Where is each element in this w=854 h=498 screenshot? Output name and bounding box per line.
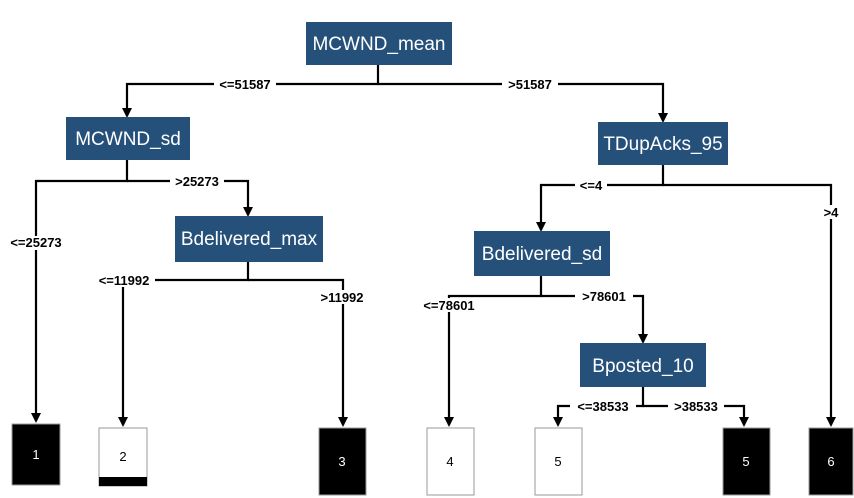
node-label: Bdelivered_sd [481,244,603,265]
edge-label-bdmax-left: <=11992 [98,273,150,288]
leaf-fill-bar [99,477,147,486]
leaf-label: 5 [742,454,750,469]
leaf-label: 6 [827,454,835,469]
edge-label-root-right: >51587 [508,77,552,92]
edge-label-bposted-left: <=38533 [577,399,629,414]
edge-label-bdmax-right: >11992 [320,290,364,305]
leaf-label: 5 [554,454,562,469]
edge-label-tdup-right: >4 [823,205,839,220]
leaf-label: 4 [446,454,454,469]
node-mcwnd-mean [306,22,452,65]
leaf-label: 2 [119,449,127,464]
edge-label-bposted-right: >38533 [674,399,718,414]
node-bposted-10 [580,343,706,387]
leaf-label: 3 [338,454,346,469]
leaf-4 [427,428,474,495]
leaf-3 [319,428,366,495]
leaf-6 [809,428,853,495]
leaf-5-dark [723,428,770,495]
edge-tdup-right [663,185,831,425]
edge-label-mcwnd-right: >25273 [175,174,219,189]
edge-label-root-left: <=51587 [219,77,271,92]
edge-label-bdsd-left: <=78601 [423,298,475,313]
edge-label-tdup-left: <=4 [579,178,603,193]
leaf-1 [12,424,60,485]
edge-label-mcwnd-left: <=25273 [10,235,62,250]
edge-label-bdsd-right: >78601 [582,289,626,304]
node-tdupacks-95 [598,122,728,165]
node-label: MCWND_sd [75,129,181,150]
node-label: TDupAcks_95 [603,134,723,155]
edge-tdup-left [541,165,663,230]
leaf-5-light [535,428,582,495]
edge-mcwnd-left [36,160,127,421]
leaf-2 [99,428,147,486]
node-bdelivered-sd [474,231,610,276]
node-label: MCWND_mean [312,34,446,55]
node-mcwnd-sd [66,117,190,160]
leaf-label: 1 [32,447,40,462]
node-bdelivered-max [175,216,323,262]
node-label: Bdelivered_max [180,229,318,250]
node-label: Bposted_10 [592,356,694,377]
